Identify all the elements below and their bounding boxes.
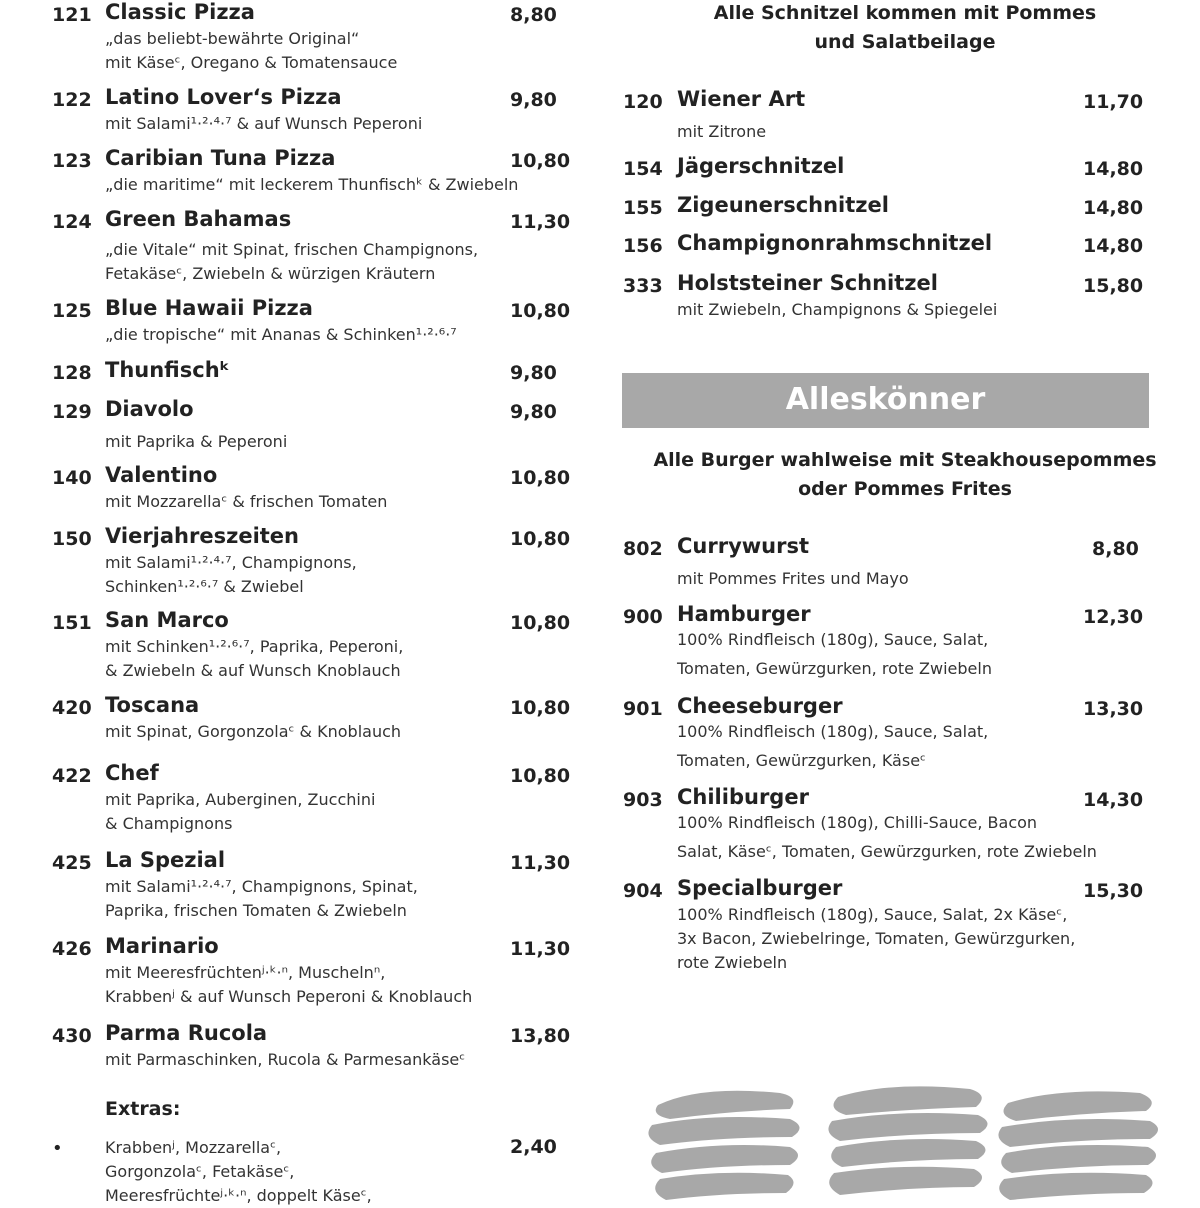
extras-bullet: • xyxy=(52,1138,63,1159)
description-line: mit Schinken¹·²·⁶·⁷, Paprika, Peperoni, xyxy=(105,637,404,656)
item-name: Specialburger xyxy=(677,876,843,900)
description-line: mit Zitrone xyxy=(677,122,767,141)
item-number: 426 xyxy=(52,938,92,960)
item-number: 124 xyxy=(52,211,92,233)
item-price: 11,70 xyxy=(1083,91,1144,113)
item-number: 122 xyxy=(52,89,92,111)
description-line: „die maritime“ mit leckerem Thunfischᵏ & Zwiebeln xyxy=(105,175,519,194)
item-description xyxy=(677,808,1097,866)
item-description xyxy=(105,323,457,347)
item-name: Marinario xyxy=(105,934,219,958)
item-price: 10,80 xyxy=(510,765,571,787)
item-name: Cheeseburger xyxy=(677,694,843,718)
description-line: 100% Rindfleisch (180g), Sauce, Salat, 2x Käseᶜ, xyxy=(677,905,1068,924)
note-line: Alle Burger wahlweise mit Steakhousepommes xyxy=(653,449,1157,471)
note-line: Alle Schnitzel kommen mit Pommes xyxy=(713,2,1097,24)
item-name: Zigeunerschnitzel xyxy=(677,193,889,217)
item-name: Wiener Art xyxy=(677,87,806,111)
description-line: mit Salami¹·²·⁴·⁷, Champignons, Spinat, xyxy=(105,877,418,896)
item-number: 156 xyxy=(623,235,663,257)
item-description xyxy=(105,27,397,75)
description-line: Paprika, frischen Tomaten & Zwiebeln xyxy=(105,901,407,920)
item-price: 9,80 xyxy=(510,362,557,384)
description-line: Krabbenʲ, Mozzarellaᶜ, xyxy=(105,1138,282,1157)
item-description xyxy=(677,565,909,593)
description-line: mit Zwiebeln, Champignons & Spiegelei xyxy=(677,300,998,319)
description-line: 100% Rindfleisch (180g), Sauce, Salat, xyxy=(677,630,989,649)
item-price: 8,80 xyxy=(1092,538,1139,560)
extras-heading: Extras: xyxy=(105,1098,181,1120)
item-number: 120 xyxy=(623,91,663,113)
item-number: 901 xyxy=(623,698,663,720)
item-description xyxy=(105,875,418,923)
item-description xyxy=(105,490,387,514)
item-name: Holststeiner Schnitzel xyxy=(677,271,938,295)
item-description xyxy=(677,298,997,322)
pizza-column xyxy=(0,0,600,1205)
description-line: mit Parmaschinken, Rucola & Parmesankäseᶜ xyxy=(105,1050,466,1069)
item-price: 14,80 xyxy=(1083,197,1144,219)
item-price: 12,30 xyxy=(1083,606,1144,628)
section-title: Alleskönner xyxy=(785,382,986,417)
item-number: 151 xyxy=(52,612,92,634)
item-description xyxy=(677,903,1075,975)
item-price: 13,80 xyxy=(510,1025,571,1047)
schnitzel-burger-column xyxy=(600,0,1200,1200)
item-number: 425 xyxy=(52,852,92,874)
item-name: Valentino xyxy=(105,463,218,487)
item-number: 121 xyxy=(52,4,92,26)
description-line: & Zwiebeln & auf Wunsch Knoblauch xyxy=(105,661,401,680)
item-description xyxy=(105,1048,465,1072)
description-line: mit Pommes Frites und Mayo xyxy=(677,569,909,588)
item-price: 10,80 xyxy=(510,467,571,489)
item-name: Blue Hawaii Pizza xyxy=(105,296,313,320)
item-price: 14,30 xyxy=(1083,789,1144,811)
schnitzel-note xyxy=(620,0,1190,57)
item-number: 420 xyxy=(52,697,92,719)
item-price: 10,80 xyxy=(510,528,571,550)
description-line: „die tropische“ mit Ananas & Schinken¹·²·⁶·⁷ xyxy=(105,325,457,344)
note-line: und Salatbeilage xyxy=(814,31,996,53)
item-description xyxy=(105,635,403,683)
item-price: 10,80 xyxy=(510,300,571,322)
item-description xyxy=(105,238,478,286)
description-line: mit Spinat, Gorgonzolaᶜ & Knoblauch xyxy=(105,722,402,741)
item-description xyxy=(105,173,518,197)
item-name: Currywurst xyxy=(677,534,810,558)
description-line: Gorgonzolaᶜ, Fetakäseᶜ, xyxy=(105,1162,295,1181)
item-name: San Marco xyxy=(105,608,229,632)
item-name: Chiliburger xyxy=(677,785,809,809)
item-price: 11,30 xyxy=(510,938,571,960)
item-price: 14,80 xyxy=(1083,158,1144,180)
item-price: 8,80 xyxy=(510,4,557,26)
description-line: „die Vitale“ mit Spinat, frischen Champignons, xyxy=(105,240,479,259)
item-price: 15,30 xyxy=(1083,880,1144,902)
description-line: Tomaten, Gewürzgurken, Käseᶜ xyxy=(677,751,926,770)
item-description xyxy=(105,788,375,836)
item-number: 155 xyxy=(623,197,663,219)
item-price: 14,80 xyxy=(1083,235,1144,257)
item-number: 430 xyxy=(52,1025,92,1047)
description-line: Schinken¹·²·⁶·⁷ & Zwiebel xyxy=(105,577,304,596)
item-number: 128 xyxy=(52,362,92,384)
section-banner xyxy=(622,373,1149,428)
item-number: 422 xyxy=(52,765,92,787)
note-line: oder Pommes Frites xyxy=(798,478,1012,500)
description-line: Krabbenʲ & auf Wunsch Peperoni & Knoblauch xyxy=(105,987,473,1006)
item-number: 150 xyxy=(52,528,92,550)
description-line: rote Zwiebeln xyxy=(677,953,788,972)
item-number: 140 xyxy=(52,467,92,489)
description-line: „das beliebt-bewährte Original“ xyxy=(105,29,360,48)
item-price: 11,30 xyxy=(510,211,571,233)
description-line: Meeresfrüchteʲ·ᵏ·ⁿ, doppelt Käseᶜ, xyxy=(105,1186,372,1205)
item-price: 15,80 xyxy=(1083,275,1144,297)
extras-description xyxy=(105,1136,372,1208)
item-name: Jägerschnitzel xyxy=(677,154,845,178)
description-line: Tomaten, Gewürzgurken, rote Zwiebeln xyxy=(677,659,992,678)
description-line: mit Käseᶜ, Oregano & Tomatensauce xyxy=(105,53,398,72)
item-description xyxy=(677,118,766,146)
brush-stroke-decoration xyxy=(640,1075,1200,1200)
item-price: 10,80 xyxy=(510,612,571,634)
burger-note xyxy=(620,446,1190,504)
item-number: 903 xyxy=(623,789,663,811)
item-name: Thunfischᵏ xyxy=(105,358,230,382)
item-description xyxy=(105,961,472,1009)
description-line: mit Paprika, Auberginen, Zucchini xyxy=(105,790,376,809)
item-price: 10,80 xyxy=(510,697,571,719)
item-price: 9,80 xyxy=(510,401,557,423)
item-price: 9,80 xyxy=(510,89,557,111)
description-line: & Champignons xyxy=(105,814,233,833)
item-name: Parma Rucola xyxy=(105,1021,268,1045)
item-number: 333 xyxy=(623,275,663,297)
item-price: 13,30 xyxy=(1083,698,1144,720)
description-line: mit Salami¹·²·⁴·⁷ & auf Wunsch Peperoni xyxy=(105,114,423,133)
item-description xyxy=(105,551,357,599)
item-number: 129 xyxy=(52,401,92,423)
item-name: Caribian Tuna Pizza xyxy=(105,146,336,170)
item-description xyxy=(105,720,401,744)
item-name: Vierjahreszeiten xyxy=(105,524,299,548)
item-description xyxy=(677,717,988,775)
item-name: Green Bahamas xyxy=(105,207,292,231)
description-line: 100% Rindfleisch (180g), Sauce, Salat, xyxy=(677,722,989,741)
item-price: 10,80 xyxy=(510,150,571,172)
item-description xyxy=(105,428,287,456)
item-name: Diavolo xyxy=(105,397,194,421)
item-name: Latino Lover‘s Pizza xyxy=(105,85,342,109)
item-name: La Spezial xyxy=(105,848,226,872)
description-line: 100% Rindfleisch (180g), Chilli-Sauce, Bacon xyxy=(677,813,1038,832)
item-description xyxy=(105,112,422,136)
item-name: Toscana xyxy=(105,693,200,717)
item-price: 11,30 xyxy=(510,852,571,874)
item-name: Chef xyxy=(105,761,159,785)
item-number: 900 xyxy=(623,606,663,628)
item-number: 123 xyxy=(52,150,92,172)
description-line: Salat, Käseᶜ, Tomaten, Gewürzgurken, rote Zwiebeln xyxy=(677,842,1097,861)
item-name: Classic Pizza xyxy=(105,0,255,24)
item-number: 904 xyxy=(623,880,663,902)
description-line: mit Paprika & Peperoni xyxy=(105,432,288,451)
item-number: 154 xyxy=(623,158,663,180)
item-description xyxy=(677,625,992,683)
description-line: mit Salami¹·²·⁴·⁷, Champignons, xyxy=(105,553,357,572)
item-number: 802 xyxy=(623,538,663,560)
description-line: mit Mozzarellaᶜ & frischen Tomaten xyxy=(105,492,388,511)
description-line: 3x Bacon, Zwiebelringe, Tomaten, Gewürzgurken, xyxy=(677,929,1076,948)
description-line: Fetakäseᶜ, Zwiebeln & würzigen Kräutern xyxy=(105,264,436,283)
item-name: Hamburger xyxy=(677,602,811,626)
item-name: Champignonrahmschnitzel xyxy=(677,231,993,255)
description-line: mit Meeresfrüchtenʲ·ᵏ·ⁿ, Muschelnⁿ, xyxy=(105,963,386,982)
extras-price: 2,40 xyxy=(510,1136,557,1158)
item-number: 125 xyxy=(52,300,92,322)
